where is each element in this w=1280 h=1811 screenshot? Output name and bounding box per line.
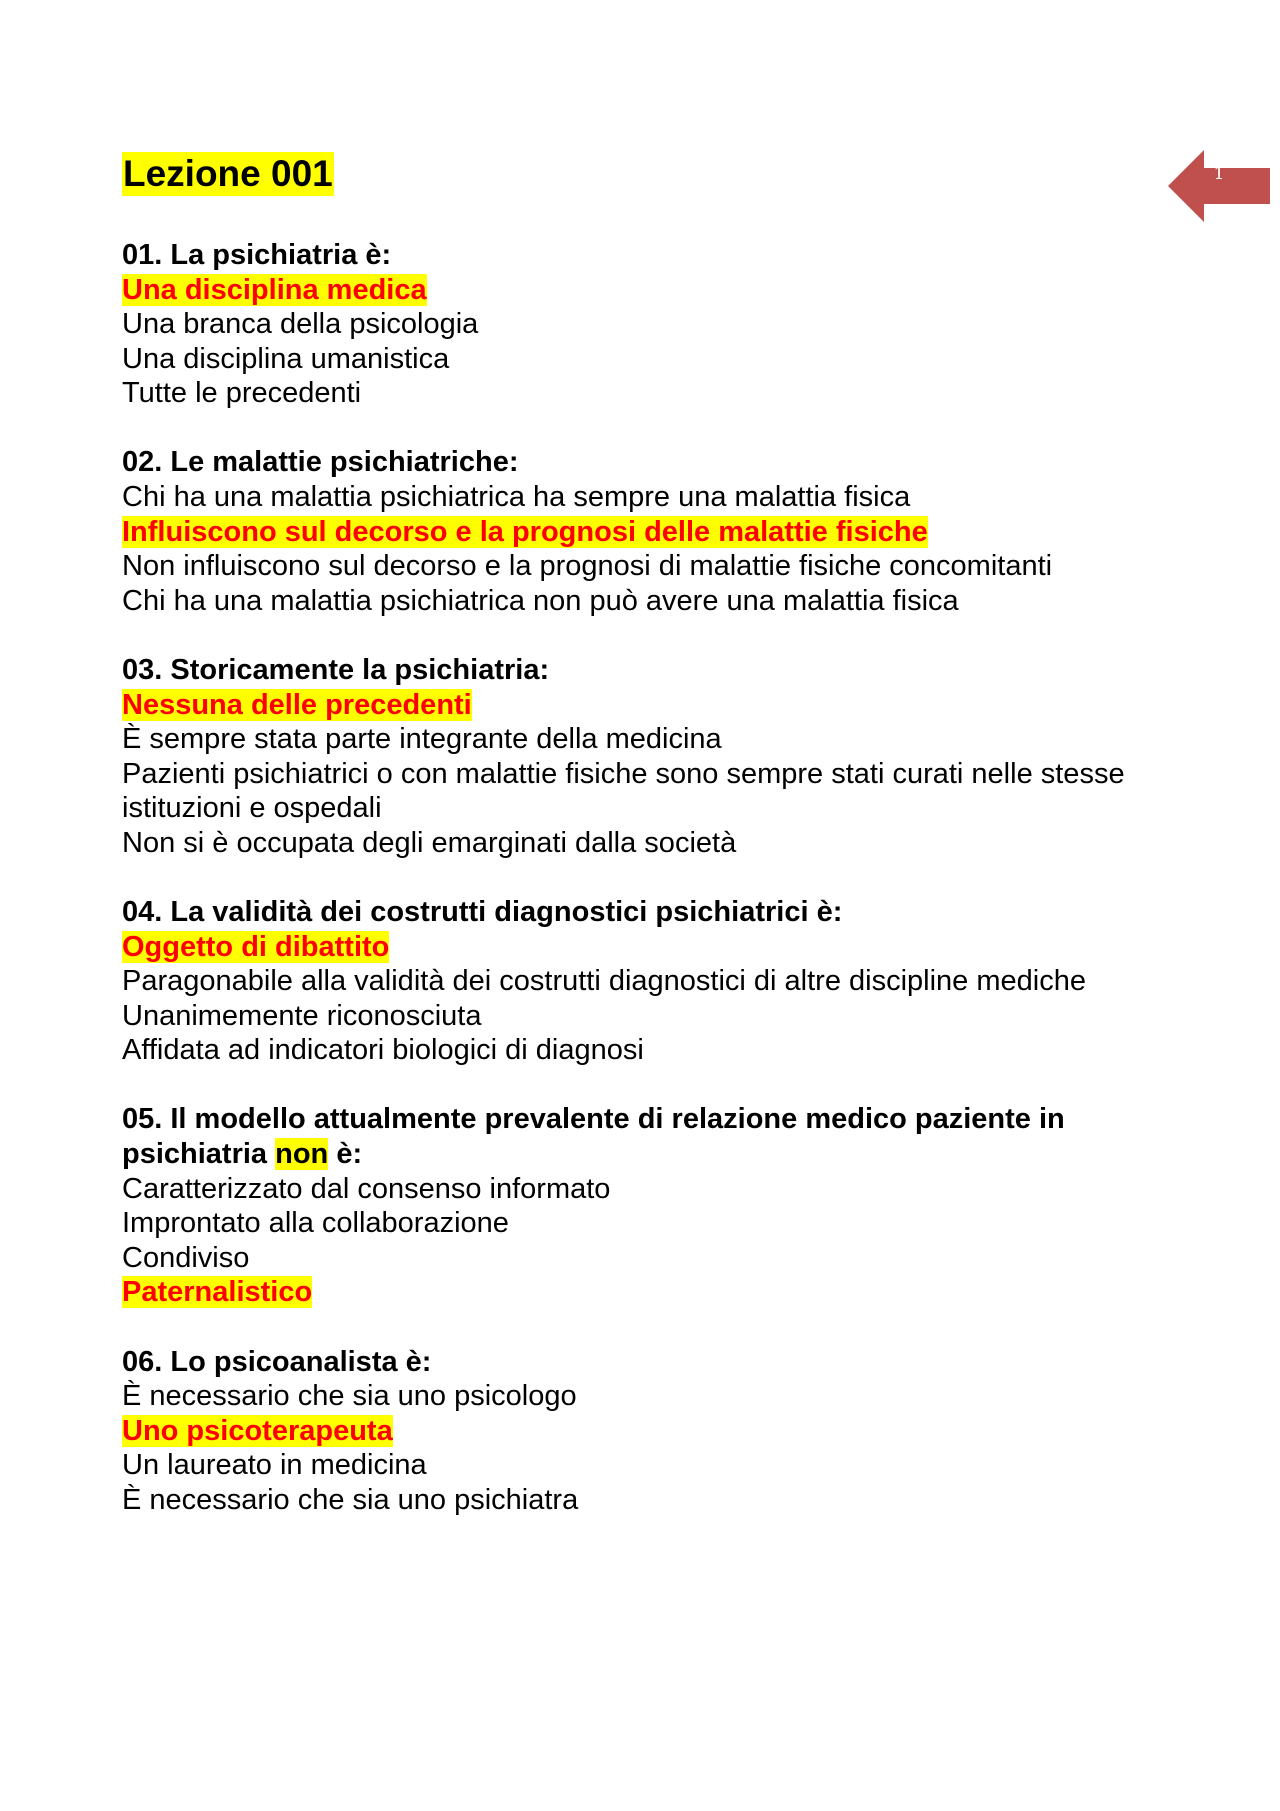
question-text: 01. La psichiatria è: [122,239,392,271]
answer-option-correct: Nessuna delle precedenti [122,688,472,721]
answer-option: Paragonabile alla validità dei costrutti diagnostici di altre discipline mediche [122,965,1086,998]
answer-option: Chi ha una malattia psichiatrica non può avere una malattia fisica [122,584,959,617]
answer-option: Chi ha una malattia psichiatrica ha sempre una malattia fisica [122,481,911,514]
question-text: 03. Storicamente la psichiatria: [122,653,550,686]
question-02 [122,445,1162,618]
question-text: 04. La validità dei costrutti diagnostici psichiatrici è: [122,896,843,928]
answer-option: Una branca della psicologia [122,308,479,341]
question-text: 06. Lo psicoanalista è: [122,1345,432,1378]
answer-option: Un laureato in medicina [122,1449,427,1482]
question-text: 05. Il modello attualmente prevalente di relazione medico paziente in psichiatria non è: [122,1103,1065,1171]
answer-option-correct: Paternalistico [122,1276,313,1309]
answer-option: Tutte le precedenti [122,377,362,410]
page-number-marker [1168,150,1270,222]
question-03 [122,653,1162,861]
answer-option: Non si è occupata degli emarginati dalla società [122,826,737,859]
answer-option: Caratterizzato dal consenso informato [122,1172,611,1205]
question-06 [122,1345,1162,1518]
answer-option-correct: Oggetto di dibattito [122,930,390,963]
question-text: 02. Le malattie psichiatriche: [122,446,519,479]
left-arrow-icon [1168,150,1270,222]
answer-option-correct: Una disciplina medica [122,273,427,306]
answer-option: È necessario che sia uno psichiatra [122,1483,579,1516]
answer-option: Unanimemente riconosciuta [122,999,482,1032]
answer-option: Una disciplina umanistica [122,342,450,375]
question-05 [122,1102,1162,1310]
lesson-title: Lezione 001 [123,153,333,194]
answer-option: Non influiscono sul decorso e la prognosi di malattie fisiche concomitanti [122,550,1053,583]
answer-option: È sempre stata parte integrante della medicina [122,723,722,756]
page-number: 1 [1213,164,1225,184]
answer-option-correct: Influiscono sul decorso e la prognosi delle malattie fisiche [122,515,928,548]
answer-option: Affidata ad indicatori biologici di diagnosi [122,1034,644,1067]
question-list [122,238,1162,1552]
answer-option-correct: Uno psicoterapeuta [122,1414,393,1447]
answer-option: Condiviso [122,1241,250,1274]
question-04 [122,895,1162,1068]
answer-option: È necessario che sia uno psicologo [122,1380,577,1413]
question-01 [122,238,1162,411]
highlighted-word: non [275,1138,329,1171]
answer-option: Pazienti psichiatrici o con malattie fisiche sono sempre stati curati nelle stesse istituzioni e ospedali [122,757,1125,825]
answer-option: Improntato alla collaborazione [122,1207,509,1240]
